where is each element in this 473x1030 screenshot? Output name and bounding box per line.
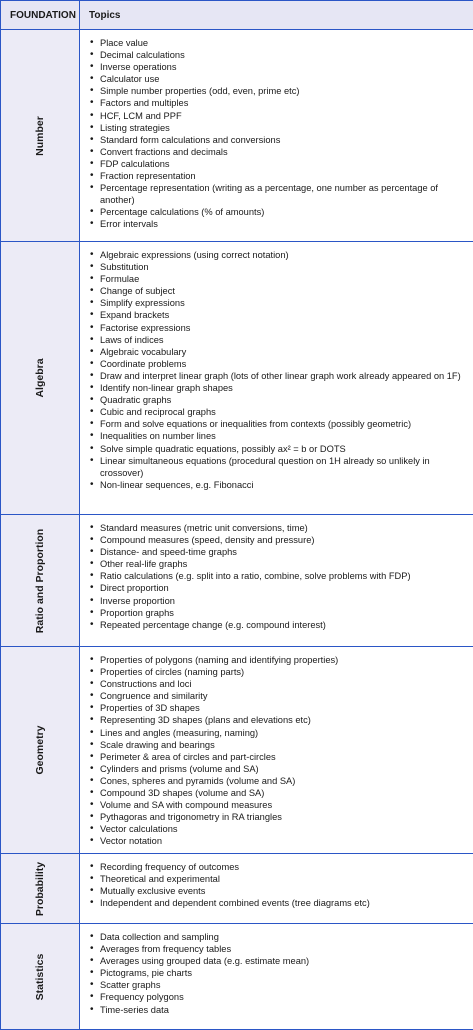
topic-item: • Identify non-linear graph shapes: [100, 382, 465, 394]
topic-list: [80, 30, 473, 231]
topic-item: • Non-linear sequences, e.g. Fibonacci: [100, 479, 465, 491]
topic-item: • Pictograms, pie charts: [100, 967, 465, 979]
topic-item: • Formulae: [100, 273, 465, 285]
category-label: Number: [34, 116, 46, 156]
category-label: Ratio and Proportion: [34, 528, 46, 632]
topic-item: • Properties of 3D shapes: [100, 702, 465, 714]
table-row-geometry: [1, 647, 473, 854]
topic-list: [80, 924, 473, 1016]
topic-item: • Scale drawing and bearings: [100, 739, 465, 751]
topic-item: • Quadratic graphs: [100, 394, 465, 406]
topic-item: • Change of subject: [100, 285, 465, 297]
topic-list: [80, 647, 473, 848]
topic-item: • Pythagoras and trigonometry in RA triangles: [100, 811, 465, 823]
topic-item: • Coordinate problems: [100, 358, 465, 370]
topic-list: [80, 242, 473, 491]
category-cell-number: [1, 30, 80, 242]
topics-cell-statistics: [80, 924, 473, 1030]
topic-list: [80, 515, 473, 631]
topic-item: • Vector notation: [100, 835, 465, 847]
topic-item: • Expand brackets: [100, 309, 465, 321]
topic-item: • Theoretical and experimental: [100, 873, 465, 885]
table-row-number: [1, 30, 473, 242]
table-row-probability: [1, 854, 473, 924]
topic-item: • Volume and SA with compound measures: [100, 799, 465, 811]
topic-item: • Frequency polygons: [100, 991, 465, 1003]
topic-item: • Error intervals: [100, 218, 465, 230]
topic-item: • Properties of circles (naming parts): [100, 666, 465, 678]
topic-item: • Inequalities on number lines: [100, 430, 465, 442]
topic-item: • Decimal calculations: [100, 49, 465, 61]
topic-item: • Cubic and reciprocal graphs: [100, 406, 465, 418]
topic-item: • Listing strategies: [100, 122, 465, 134]
topic-item: • Time-series data: [100, 1004, 465, 1016]
topic-item: • Recording frequency of outcomes: [100, 861, 465, 873]
topic-item: • Calculator use: [100, 73, 465, 85]
topic-item: • HCF, LCM and PPF: [100, 110, 465, 122]
topic-item: • Standard form calculations and conversions: [100, 134, 465, 146]
topics-cell-geometry: [80, 647, 473, 854]
topic-item: • Ratio calculations (e.g. split into a ratio, combine, solve problems with FDP): [100, 570, 465, 582]
header-topics: Topics: [80, 1, 473, 30]
topic-item: • Independent and dependent combined events (tree diagrams etc): [100, 897, 465, 909]
topic-item: • Fraction representation: [100, 170, 465, 182]
topic-item: • Compound 3D shapes (volume and SA): [100, 787, 465, 799]
table-row-algebra: [1, 242, 473, 515]
topic-item: • Other real-life graphs: [100, 558, 465, 570]
topic-item: • Algebraic expressions (using correct notation): [100, 249, 465, 261]
category-cell-algebra: [1, 242, 80, 515]
category-label: Statistics: [34, 953, 46, 1000]
topic-item: • Standard measures (metric unit conversions, time): [100, 522, 465, 534]
topic-item: • Linear simultaneous equations (procedural question on 1H already so unlikely in crossover): [100, 455, 465, 479]
topic-item: • Inverse operations: [100, 61, 465, 73]
topics-cell-algebra: [80, 242, 473, 515]
table-row-statistics: [1, 924, 473, 1030]
topic-item: • Proportion graphs: [100, 607, 465, 619]
category-cell-ratio: [1, 515, 80, 647]
topic-item: • Mutually exclusive events: [100, 885, 465, 897]
topic-item: • Constructions and loci: [100, 678, 465, 690]
topic-item: • Simplify expressions: [100, 297, 465, 309]
category-cell-probability: [1, 854, 80, 924]
topic-item: • Algebraic vocabulary: [100, 346, 465, 358]
topic-item: • Inverse proportion: [100, 595, 465, 607]
topic-item: • Vector calculations: [100, 823, 465, 835]
topic-item: • Place value: [100, 37, 465, 49]
topics-cell-probability: [80, 854, 473, 924]
topics-cell-ratio: [80, 515, 473, 647]
topic-item: • Factorise expressions: [100, 322, 465, 334]
category-cell-statistics: [1, 924, 80, 1030]
topic-item: • Direct proportion: [100, 582, 465, 594]
topic-item: • Cones, spheres and pyramids (volume and SA): [100, 775, 465, 787]
category-label: Geometry: [34, 725, 46, 774]
topic-item: • Cylinders and prisms (volume and SA): [100, 763, 465, 775]
category-cell-geometry: [1, 647, 80, 854]
topic-item: • Laws of indices: [100, 334, 465, 346]
topic-item: • Simple number properties (odd, even, prime etc): [100, 85, 465, 97]
topic-item: • Averages using grouped data (e.g. estimate mean): [100, 955, 465, 967]
topic-item: • Compound measures (speed, density and pressure): [100, 534, 465, 546]
topic-item: • Percentage representation (writing as a percentage, one number as percentage of another): [100, 182, 465, 206]
table-header-row: [1, 1, 473, 30]
topic-list: [80, 854, 473, 909]
topic-item: • Solve simple quadratic equations, possibly ax² = b or DOTS: [100, 443, 465, 455]
topic-item: • Data collection and sampling: [100, 931, 465, 943]
topic-item: • Convert fractions and decimals: [100, 146, 465, 158]
topic-item: • Properties of polygons (naming and identifying properties): [100, 654, 465, 666]
topic-item: • Lines and angles (measuring, naming): [100, 727, 465, 739]
topic-item: • Distance- and speed-time graphs: [100, 546, 465, 558]
topic-item: • Perimeter & area of circles and part-circles: [100, 751, 465, 763]
topic-item: • FDP calculations: [100, 158, 465, 170]
topic-item: • Scatter graphs: [100, 979, 465, 991]
table-row-ratio: [1, 515, 473, 647]
topic-item: • Congruence and similarity: [100, 690, 465, 702]
category-label: Algebra: [34, 358, 46, 397]
topic-item: • Representing 3D shapes (plans and elevations etc): [100, 714, 465, 726]
topic-item: • Draw and interpret linear graph (lots of other linear graph work already appeared on 1F): [100, 370, 465, 382]
topic-item: • Form and solve equations or inequalities from contexts (possibly geometric): [100, 418, 465, 430]
topics-cell-number: [80, 30, 473, 242]
topic-item: • Percentage calculations (% of amounts): [100, 206, 465, 218]
header-foundation: FOUNDATION: [1, 1, 80, 30]
topic-item: • Substitution: [100, 261, 465, 273]
topic-item: • Averages from frequency tables: [100, 943, 465, 955]
topic-item: • Factors and multiples: [100, 97, 465, 109]
topic-item: • Repeated percentage change (e.g. compound interest): [100, 619, 465, 631]
category-label: Probability: [34, 861, 46, 915]
